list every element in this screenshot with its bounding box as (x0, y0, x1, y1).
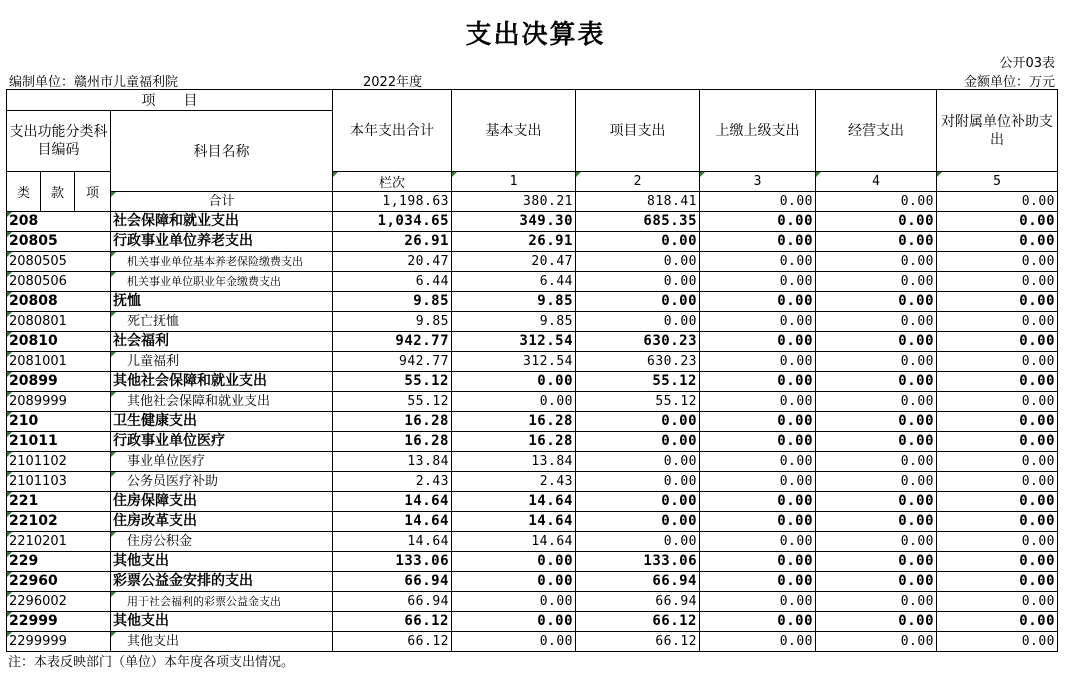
amount-cell: 312.54 (452, 352, 576, 372)
amount-cell: 0.00 (816, 592, 937, 612)
total-value: 0.00 (816, 192, 937, 212)
amount-cell: 0.00 (816, 472, 937, 492)
amount-cell: 0.00 (576, 252, 700, 272)
subject-code: 229 (7, 552, 111, 572)
table-row (7, 272, 1058, 292)
subject-code: 2080506 (7, 272, 111, 292)
amount-cell: 0.00 (937, 432, 1058, 452)
subject-code: 22960 (7, 572, 111, 592)
amount-cell: 0.00 (452, 392, 576, 412)
col-header-remit: 上缴上级支出 (700, 90, 816, 172)
table-row (7, 572, 1058, 592)
subject-name: 彩票公益金安排的支出 (111, 572, 333, 592)
amount-cell: 0.00 (700, 472, 816, 492)
amount-cell: 0.00 (937, 512, 1058, 532)
amount-cell: 0.00 (937, 552, 1058, 572)
amount-cell: 0.00 (576, 292, 700, 312)
amount-cell: 0.00 (452, 632, 576, 652)
col-header-business: 经营支出 (816, 90, 937, 172)
amount-cell: 0.00 (816, 452, 937, 472)
subject-code: 2080505 (7, 252, 111, 272)
subject-name: 行政事业单位医疗 (111, 432, 333, 452)
subject-name: 住房保障支出 (111, 492, 333, 512)
col-index-4: 4 (816, 172, 937, 192)
amount-cell: 0.00 (816, 352, 937, 372)
amount-cell: 0.00 (700, 452, 816, 472)
amount-cell: 9.85 (333, 292, 452, 312)
subject-code: 210 (7, 412, 111, 432)
amount-cell: 9.85 (452, 312, 576, 332)
xiang-header: 项 (75, 172, 111, 212)
table-row (7, 452, 1058, 472)
col-header-project: 项目支出 (576, 90, 700, 172)
subject-name: 死亡抚恤 (111, 312, 333, 332)
amount-cell: 16.28 (452, 432, 576, 452)
amount-cell: 349.30 (452, 212, 576, 232)
amount-cell: 0.00 (700, 332, 816, 352)
amount-cell: 0.00 (816, 312, 937, 332)
amount-cell: 0.00 (816, 512, 937, 532)
col-index-5: 5 (937, 172, 1058, 192)
subject-code: 2101103 (7, 472, 111, 492)
table-row (7, 212, 1058, 232)
amount-cell: 0.00 (816, 292, 937, 312)
amount-cell: 0.00 (700, 592, 816, 612)
amount-cell: 0.00 (816, 332, 937, 352)
amount-cell: 14.64 (452, 512, 576, 532)
amount-cell: 0.00 (700, 372, 816, 392)
amount-cell: 0.00 (816, 532, 937, 552)
table-row (7, 412, 1058, 432)
table-row (7, 472, 1058, 492)
amount-cell: 0.00 (937, 212, 1058, 232)
lei-header: 类 (7, 172, 41, 212)
amount-cell: 66.94 (576, 592, 700, 612)
amount-cell: 0.00 (700, 252, 816, 272)
amount-cell: 0.00 (700, 212, 816, 232)
amount-cell: 66.12 (576, 612, 700, 632)
lanci-label: 栏次 (333, 172, 452, 192)
amount-cell: 0.00 (700, 352, 816, 372)
subject-code: 20805 (7, 232, 111, 252)
subject-code: 2080801 (7, 312, 111, 332)
total-value: 818.41 (576, 192, 700, 212)
amount-cell: 0.00 (816, 272, 937, 292)
col-index-2: 2 (576, 172, 700, 192)
amount-cell: 0.00 (816, 412, 937, 432)
table-row (7, 432, 1058, 452)
amount-cell: 16.28 (452, 412, 576, 432)
subject-name: 住房公积金 (111, 532, 333, 552)
amount-cell: 0.00 (576, 472, 700, 492)
col-index-1: 1 (452, 172, 576, 192)
amount-cell: 0.00 (937, 312, 1058, 332)
amount-cell: 2.43 (333, 472, 452, 492)
amount-cell: 0.00 (576, 412, 700, 432)
func-code-header: 支出功能分类科目编码 (7, 111, 111, 172)
amount-cell: 0.00 (937, 232, 1058, 252)
amount-cell: 26.91 (452, 232, 576, 252)
amount-cell: 0.00 (700, 552, 816, 572)
amount-cell: 0.00 (816, 232, 937, 252)
subject-name: 其他支出 (111, 552, 333, 572)
amount-cell: 0.00 (937, 532, 1058, 552)
amount-cell: 0.00 (576, 312, 700, 332)
subject-code: 20810 (7, 332, 111, 352)
amount-cell: 630.23 (576, 332, 700, 352)
amount-cell: 2.43 (452, 472, 576, 492)
amount-cell: 55.12 (576, 372, 700, 392)
subject-code: 20899 (7, 372, 111, 392)
amount-cell: 312.54 (452, 332, 576, 352)
amount-cell: 0.00 (816, 392, 937, 412)
total-value: 0.00 (700, 192, 816, 212)
amount-cell: 0.00 (937, 452, 1058, 472)
amount-cell: 0.00 (700, 312, 816, 332)
table-row (7, 372, 1058, 392)
table-row (7, 492, 1058, 512)
amount-cell: 0.00 (937, 292, 1058, 312)
page-title: 支出决算表 (465, 20, 606, 50)
subject-name: 其他支出 (111, 632, 333, 652)
total-value: 1,198.63 (333, 192, 452, 212)
amount-cell: 0.00 (816, 372, 937, 392)
amount-cell: 66.94 (333, 572, 452, 592)
amount-cell: 55.12 (576, 392, 700, 412)
amount-cell: 0.00 (816, 432, 937, 452)
amount-cell: 0.00 (937, 472, 1058, 492)
subject-name: 其他支出 (111, 612, 333, 632)
amount-cell: 0.00 (937, 492, 1058, 512)
table-row (7, 532, 1058, 552)
amount-cell: 133.06 (333, 552, 452, 572)
amount-cell: 0.00 (576, 452, 700, 472)
fiscal-year: 2022年度 (363, 75, 423, 90)
form-code: 公开03表 (999, 56, 1055, 71)
amount-cell: 0.00 (816, 552, 937, 572)
amount-cell: 1,034.65 (333, 212, 452, 232)
amount-cell: 0.00 (700, 632, 816, 652)
subject-code: 2089999 (7, 392, 111, 412)
subject-code: 2299999 (7, 632, 111, 652)
amount-cell: 0.00 (937, 412, 1058, 432)
amount-cell: 14.64 (333, 532, 452, 552)
subject-code: 21011 (7, 432, 111, 452)
subject-code: 2210201 (7, 532, 111, 552)
table-row (7, 232, 1058, 252)
table-row (7, 312, 1058, 332)
total-value: 380.21 (452, 192, 576, 212)
total-row (7, 192, 1058, 212)
amount-cell: 0.00 (937, 332, 1058, 352)
amount-cell: 0.00 (937, 612, 1058, 632)
amount-cell: 14.64 (452, 532, 576, 552)
subject-name: 儿童福利 (111, 352, 333, 372)
subject-name: 住房改革支出 (111, 512, 333, 532)
table-row (7, 392, 1058, 412)
amount-cell: 66.12 (576, 632, 700, 652)
amount-cell: 0.00 (937, 272, 1058, 292)
table-row (7, 332, 1058, 352)
subject-code: 20808 (7, 292, 111, 312)
amount-cell: 133.06 (576, 552, 700, 572)
subject-code: 2101102 (7, 452, 111, 472)
amount-cell: 0.00 (576, 432, 700, 452)
amount-cell: 26.91 (333, 232, 452, 252)
amount-cell: 0.00 (452, 592, 576, 612)
amount-cell: 14.64 (333, 512, 452, 532)
subject-name-header: 科目名称 (111, 111, 333, 192)
amount-cell: 20.47 (333, 252, 452, 272)
amount-cell: 16.28 (333, 412, 452, 432)
amount-cell: 0.00 (700, 572, 816, 592)
amount-cell: 0.00 (452, 612, 576, 632)
amount-cell: 9.85 (333, 312, 452, 332)
subject-name: 抚恤 (111, 292, 333, 312)
amount-cell: 0.00 (816, 572, 937, 592)
amount-cell: 66.12 (333, 632, 452, 652)
table-row (7, 292, 1058, 312)
subject-name: 社会福利 (111, 332, 333, 352)
subject-code: 208 (7, 212, 111, 232)
amount-cell: 13.84 (452, 452, 576, 472)
amount-cell: 0.00 (576, 272, 700, 292)
compiling-unit: 编制单位：赣州市儿童福利院 (9, 75, 179, 90)
amount-cell: 942.77 (333, 352, 452, 372)
item-header: 项 目 (7, 90, 333, 111)
amount-cell: 0.00 (576, 232, 700, 252)
subject-name: 公务员医疗补助 (111, 472, 333, 492)
amount-cell: 0.00 (816, 612, 937, 632)
amount-cell: 0.00 (816, 212, 937, 232)
amount-cell: 66.94 (576, 572, 700, 592)
amount-cell: 0.00 (452, 572, 576, 592)
amount-cell: 0.00 (937, 632, 1058, 652)
amount-cell: 0.00 (452, 372, 576, 392)
amount-cell: 0.00 (816, 252, 937, 272)
table-row (7, 512, 1058, 532)
subject-code: 2081001 (7, 352, 111, 372)
subject-name: 社会保障和就业支出 (111, 212, 333, 232)
amount-cell: 0.00 (816, 492, 937, 512)
amount-cell: 13.84 (333, 452, 452, 472)
amount-cell: 0.00 (937, 352, 1058, 372)
col-header-subsidy: 对附属单位补助支出 (937, 90, 1058, 172)
subject-name: 其他社会保障和就业支出 (111, 392, 333, 412)
subject-name: 其他社会保障和就业支出 (111, 372, 333, 392)
amount-cell: 942.77 (333, 332, 452, 352)
subject-name: 卫生健康支出 (111, 412, 333, 432)
subject-code: 2296002 (7, 592, 111, 612)
amount-cell: 0.00 (700, 512, 816, 532)
amount-cell: 0.00 (700, 392, 816, 412)
amount-cell: 66.12 (333, 612, 452, 632)
table-row (7, 592, 1058, 612)
amount-cell: 0.00 (700, 532, 816, 552)
total-value: 0.00 (937, 192, 1058, 212)
table-row (7, 252, 1058, 272)
expenditure-table (6, 89, 1058, 652)
amount-cell: 0.00 (700, 492, 816, 512)
col-header-basic: 基本支出 (452, 90, 576, 172)
amount-cell: 0.00 (816, 632, 937, 652)
amount-cell: 0.00 (937, 592, 1058, 612)
subject-name: 机关事业单位基本养老保险缴费支出 (111, 252, 333, 272)
amount-cell: 0.00 (700, 272, 816, 292)
table-row (7, 632, 1058, 652)
amount-cell: 685.35 (576, 212, 700, 232)
amount-cell: 20.47 (452, 252, 576, 272)
amount-cell: 0.00 (937, 252, 1058, 272)
amount-cell: 0.00 (937, 572, 1058, 592)
subject-code: 22999 (7, 612, 111, 632)
table-row (7, 352, 1058, 372)
amount-cell: 630.23 (576, 352, 700, 372)
col-index-3: 3 (700, 172, 816, 192)
amount-cell: 6.44 (333, 272, 452, 292)
amount-unit: 金额单位：万元 (963, 75, 1055, 90)
amount-cell: 16.28 (333, 432, 452, 452)
amount-cell: 55.12 (333, 392, 452, 412)
amount-cell: 0.00 (937, 372, 1058, 392)
col-header-total: 本年支出合计 (333, 90, 452, 172)
amount-cell: 0.00 (700, 232, 816, 252)
amount-cell: 55.12 (333, 372, 452, 392)
subject-name: 行政事业单位养老支出 (111, 232, 333, 252)
amount-cell: 66.94 (333, 592, 452, 612)
amount-cell: 9.85 (452, 292, 576, 312)
amount-cell: 0.00 (700, 412, 816, 432)
table-row (7, 612, 1058, 632)
amount-cell: 0.00 (452, 552, 576, 572)
amount-cell: 0.00 (576, 512, 700, 532)
amount-cell: 0.00 (700, 612, 816, 632)
amount-cell: 0.00 (576, 532, 700, 552)
amount-cell: 14.64 (333, 492, 452, 512)
subject-code: 22102 (7, 512, 111, 532)
subject-code: 221 (7, 492, 111, 512)
amount-cell: 6.44 (452, 272, 576, 292)
table-row (7, 552, 1058, 572)
subject-name: 用于社会福利的彩票公益金支出 (111, 592, 333, 612)
amount-cell: 0.00 (937, 392, 1058, 412)
subject-name: 事业单位医疗 (111, 452, 333, 472)
amount-cell: 0.00 (700, 292, 816, 312)
footnote: 注：本表反映部门（单位）本年度各项支出情况。 (8, 655, 295, 670)
subject-name: 机关事业单位职业年金缴费支出 (111, 272, 333, 292)
kuan-header: 款 (41, 172, 75, 212)
amount-cell: 0.00 (700, 432, 816, 452)
total-label: 合计 (111, 192, 333, 212)
amount-cell: 0.00 (576, 492, 700, 512)
amount-cell: 14.64 (452, 492, 576, 512)
